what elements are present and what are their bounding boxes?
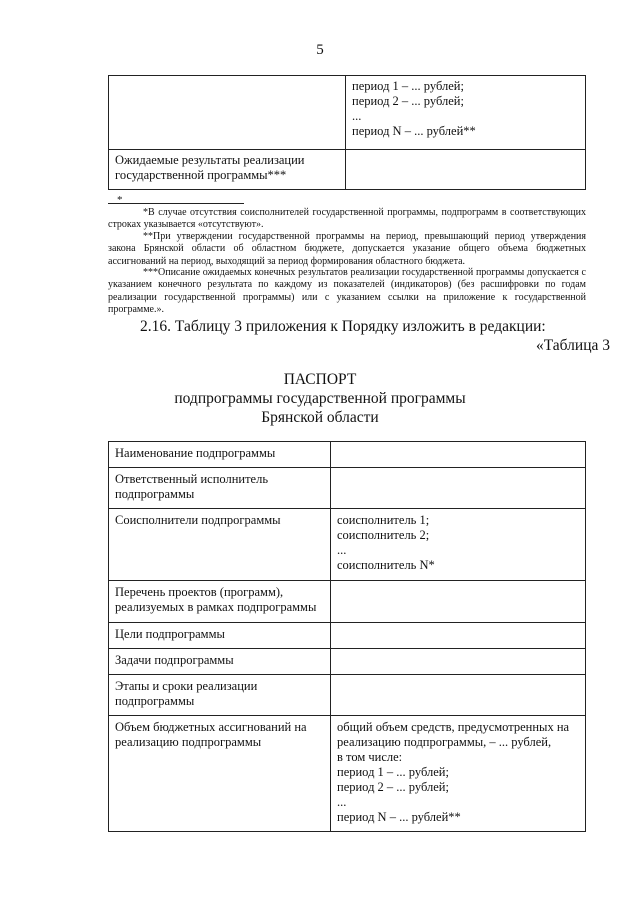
cell-line: период N – ... рублей**: [352, 124, 476, 138]
table-cell-left: Ожидаемые результаты реализации государственной программы***: [109, 150, 346, 190]
table-row: [109, 581, 586, 623]
cell-line: ...: [352, 109, 362, 123]
table-cell-left: Объем бюджетных ассигнований на реализацию подпрограммы: [109, 716, 331, 832]
passport-subtitle: подпрограммы государственной программы: [174, 390, 466, 407]
passport-region: Брянской области: [261, 409, 379, 426]
table-cell-right: [331, 581, 586, 623]
cell-line: ...: [337, 795, 347, 809]
cell-line: период 1 – ... рублей;: [352, 79, 464, 93]
cell-line: период 1 – ... рублей;: [337, 765, 449, 779]
table-cell-right: [331, 623, 586, 649]
cell-line: соисполнитель 1;: [337, 513, 430, 527]
table-cell-left: Цели подпрограммы: [109, 623, 331, 649]
table-cell-left: Соисполнители подпрограммы: [109, 509, 331, 581]
cell-line: период N – ... рублей**: [337, 810, 461, 824]
footnote-3: ***Описание ожидаемых конечных результатов реализации государственной программы допускается с указанием конечного результата по каждому из показателей (индикаторов) (без расшифровки по годам реализации государственной программы) или с указанием ссылки на приложение к государственной программе.».: [108, 267, 586, 315]
table-cell-left: Наименование подпрограммы: [109, 442, 331, 468]
program-table-continuation: [108, 75, 586, 190]
table-cell-left: Этапы и сроки реализации подпрограммы: [109, 675, 331, 716]
table-cell-right: [331, 509, 586, 581]
cell-line: соисполнитель N*: [337, 558, 435, 572]
footnote-2: **При утверждении государственной программы на период, превышающий период утверждения закона Брянской области об областном бюджете, допускается указание общего объема бюджетных ассигнований на период, выходящий за период формирования областного бюджета.: [108, 231, 586, 267]
table-cell-right: [331, 649, 586, 675]
cell-line: общий объем средств, предусмотренных на реализацию подпрограммы, – ... рублей,: [337, 720, 570, 749]
table-cell-left: Ответственный исполнитель подпрограммы: [109, 468, 331, 509]
table-row: [109, 468, 586, 509]
amendment-paragraph: 2.16. Таблицу 3 приложения к Порядку изложить в редакции:: [140, 318, 546, 335]
cell-line: период 2 – ... рублей;: [352, 94, 464, 108]
footnote-divider: [108, 203, 244, 204]
table-cell-right: [331, 675, 586, 716]
table-row: [109, 150, 586, 190]
cell-line: в том числе:: [337, 750, 403, 764]
cell-line: соисполнитель 2;: [337, 528, 430, 542]
table-cell-left: Задачи подпрограммы: [109, 649, 331, 675]
passport-title: ПАСПОРТ: [283, 371, 357, 388]
table-row: [109, 675, 586, 716]
table-label: «Таблица 3: [535, 337, 610, 354]
table-cell-left: Перечень проектов (программ), реализуемых в рамках подпрограммы: [109, 581, 331, 623]
footnote-marker: *: [117, 194, 123, 206]
table-row: [109, 649, 586, 675]
table-cell-left: [109, 76, 346, 150]
table-cell-right: [346, 76, 586, 150]
footnote-1: *В случае отсутствия соисполнителей государственной программы, подпрограмм в соответствующих строках указывается «отсутствуют».: [108, 207, 586, 231]
passport-table: [108, 441, 586, 832]
table-cell-right: [331, 716, 586, 832]
table-row: [109, 76, 586, 150]
page-number: 5: [316, 42, 324, 58]
table-cell-right: [331, 442, 586, 468]
table-row: [109, 442, 586, 468]
table-cell-right: [331, 468, 586, 509]
cell-line: ...: [337, 543, 347, 557]
table-row: [109, 716, 586, 832]
table-cell-right: [346, 150, 586, 190]
table-row: [109, 509, 586, 581]
table-row: [109, 623, 586, 649]
cell-line: период 2 – ... рублей;: [337, 780, 449, 794]
